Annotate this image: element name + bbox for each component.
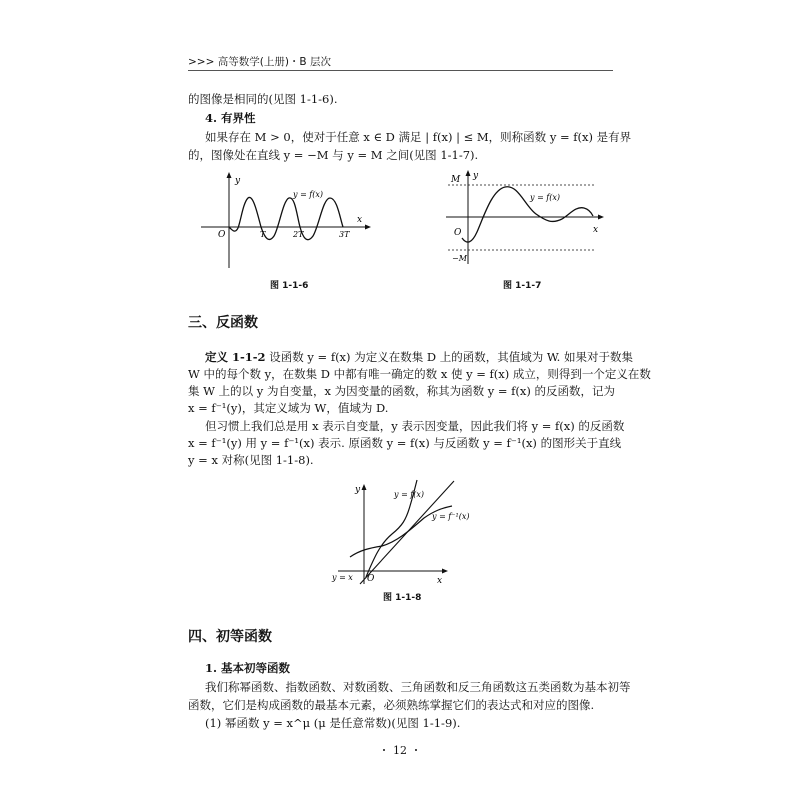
paragraph-continuation: 的图像是相同的(见图 1-1-6). (188, 92, 338, 106)
page-number: ・ 12 ・ (378, 744, 422, 757)
paragraph-habit-line1: 但习惯上我们总是用 x 表示自变量，y 表示因变量，因此我们将 y = f(x) 的反函数 (205, 419, 625, 433)
x-axis-label: x (357, 215, 363, 225)
x-axis-label: x (593, 225, 599, 235)
definition-line4: x = f⁻¹(y)，其定义域为 W，值域为 D. (188, 401, 389, 415)
origin-label: O (218, 230, 226, 240)
y-axis-arrow (227, 172, 232, 178)
running-header: >>> 高等数学(上册)・B 层次 (188, 56, 331, 68)
origin-label: O (454, 228, 462, 238)
y-axis-label: y (235, 176, 241, 186)
paragraph-bounded-line1: 如果存在 M > 0，使对于任意 x ∈ D 满足 | f(x) | ≤ M，则称函数 y = f(x) 是有界 (205, 130, 632, 144)
paragraph-basic-line2: 函数，它们是构成函数的最基本元素，必须熟练掌握它们的表达式和对应的图像. (188, 698, 595, 712)
caption-fig-1-1-8: 图 1-1-8 (383, 593, 422, 603)
figure-1-1-7 (440, 166, 610, 272)
x-axis-arrow (365, 225, 371, 230)
subheading-boundedness: 4. 有界性 (205, 111, 256, 125)
line-label-yx: y = x (332, 573, 353, 582)
origin-label: O (367, 574, 375, 584)
curve-label-fx: y = f(x) (394, 490, 425, 499)
tick-label-T: T (260, 230, 266, 239)
figure-1-1-8 (330, 476, 470, 588)
caption-fig-1-1-6: 图 1-1-6 (270, 281, 309, 291)
paragraph-bounded-line2: 的，图像处在直线 y = −M 与 y = M 之间(见图 1-1-7). (188, 148, 479, 162)
x-axis-label: x (437, 576, 443, 586)
curve-label-finv: y = f⁻¹(x) (432, 512, 470, 521)
definition-text: 设函数 y = f(x) 为定义在数集 D 上的函数，其值域为 W. 如果对于数集 (269, 350, 633, 364)
definition-line2: W 中的每个数 y，在数集 D 中都有唯一确定的数 x 使 y = f(x) 成立，则得到一个定义在数 (188, 367, 651, 381)
y-axis-arrow (466, 170, 471, 176)
paragraph-basic-line1: 我们称幂函数、指数函数、对数函数、三角函数和反三角函数这五类函数为基本初等 (205, 680, 631, 694)
tick-label-2T: 2T (293, 230, 304, 239)
subheading-basic-elementary: 1. 基本初等函数 (205, 661, 291, 675)
curve-label-fx: y = f(x) (530, 193, 561, 202)
x-axis-arrow (442, 569, 448, 574)
y-axis-label: y (473, 171, 479, 181)
periodic-curve (229, 197, 343, 239)
definition-line3: 集 W 上的以 y 为自变量，x 为因变量的函数，称其为函数 y = f(x) 的反函数，记为 (188, 384, 616, 398)
section-title-elementary-functions: 四、初等函数 (188, 629, 272, 645)
definition-label: 定义 1-1-2 (205, 350, 266, 364)
paragraph-habit-line3: y = x 对称(见图 1-1-8). (188, 453, 314, 467)
curve-label-fx: y = f(x) (293, 190, 324, 199)
x-axis-arrow (598, 215, 604, 220)
caption-fig-1-1-7: 图 1-1-7 (503, 281, 542, 291)
y-axis-label: y (355, 485, 361, 495)
paragraph-habit-line2: x = f⁻¹(y) 用 y = f⁻¹(x) 表示. 原函数 y = f(x) 与反函数 y = f⁻¹(x) 的图形关于直线 (188, 436, 622, 450)
definition-line1 (205, 350, 633, 365)
tick-label-3T: 3T (339, 230, 350, 239)
section-title-inverse-function: 三、反函数 (188, 315, 258, 331)
paragraph-power-function: (1) 幂函数 y = x^μ (μ 是任意常数)(见图 1-1-9). (205, 716, 461, 730)
bound-label-negM: −M (452, 254, 467, 263)
bound-label-M: M (451, 175, 461, 185)
bounded-curve (462, 187, 593, 242)
figure-1-1-6 (195, 168, 375, 276)
y-axis-arrow (362, 484, 367, 490)
header-rule (188, 70, 613, 71)
